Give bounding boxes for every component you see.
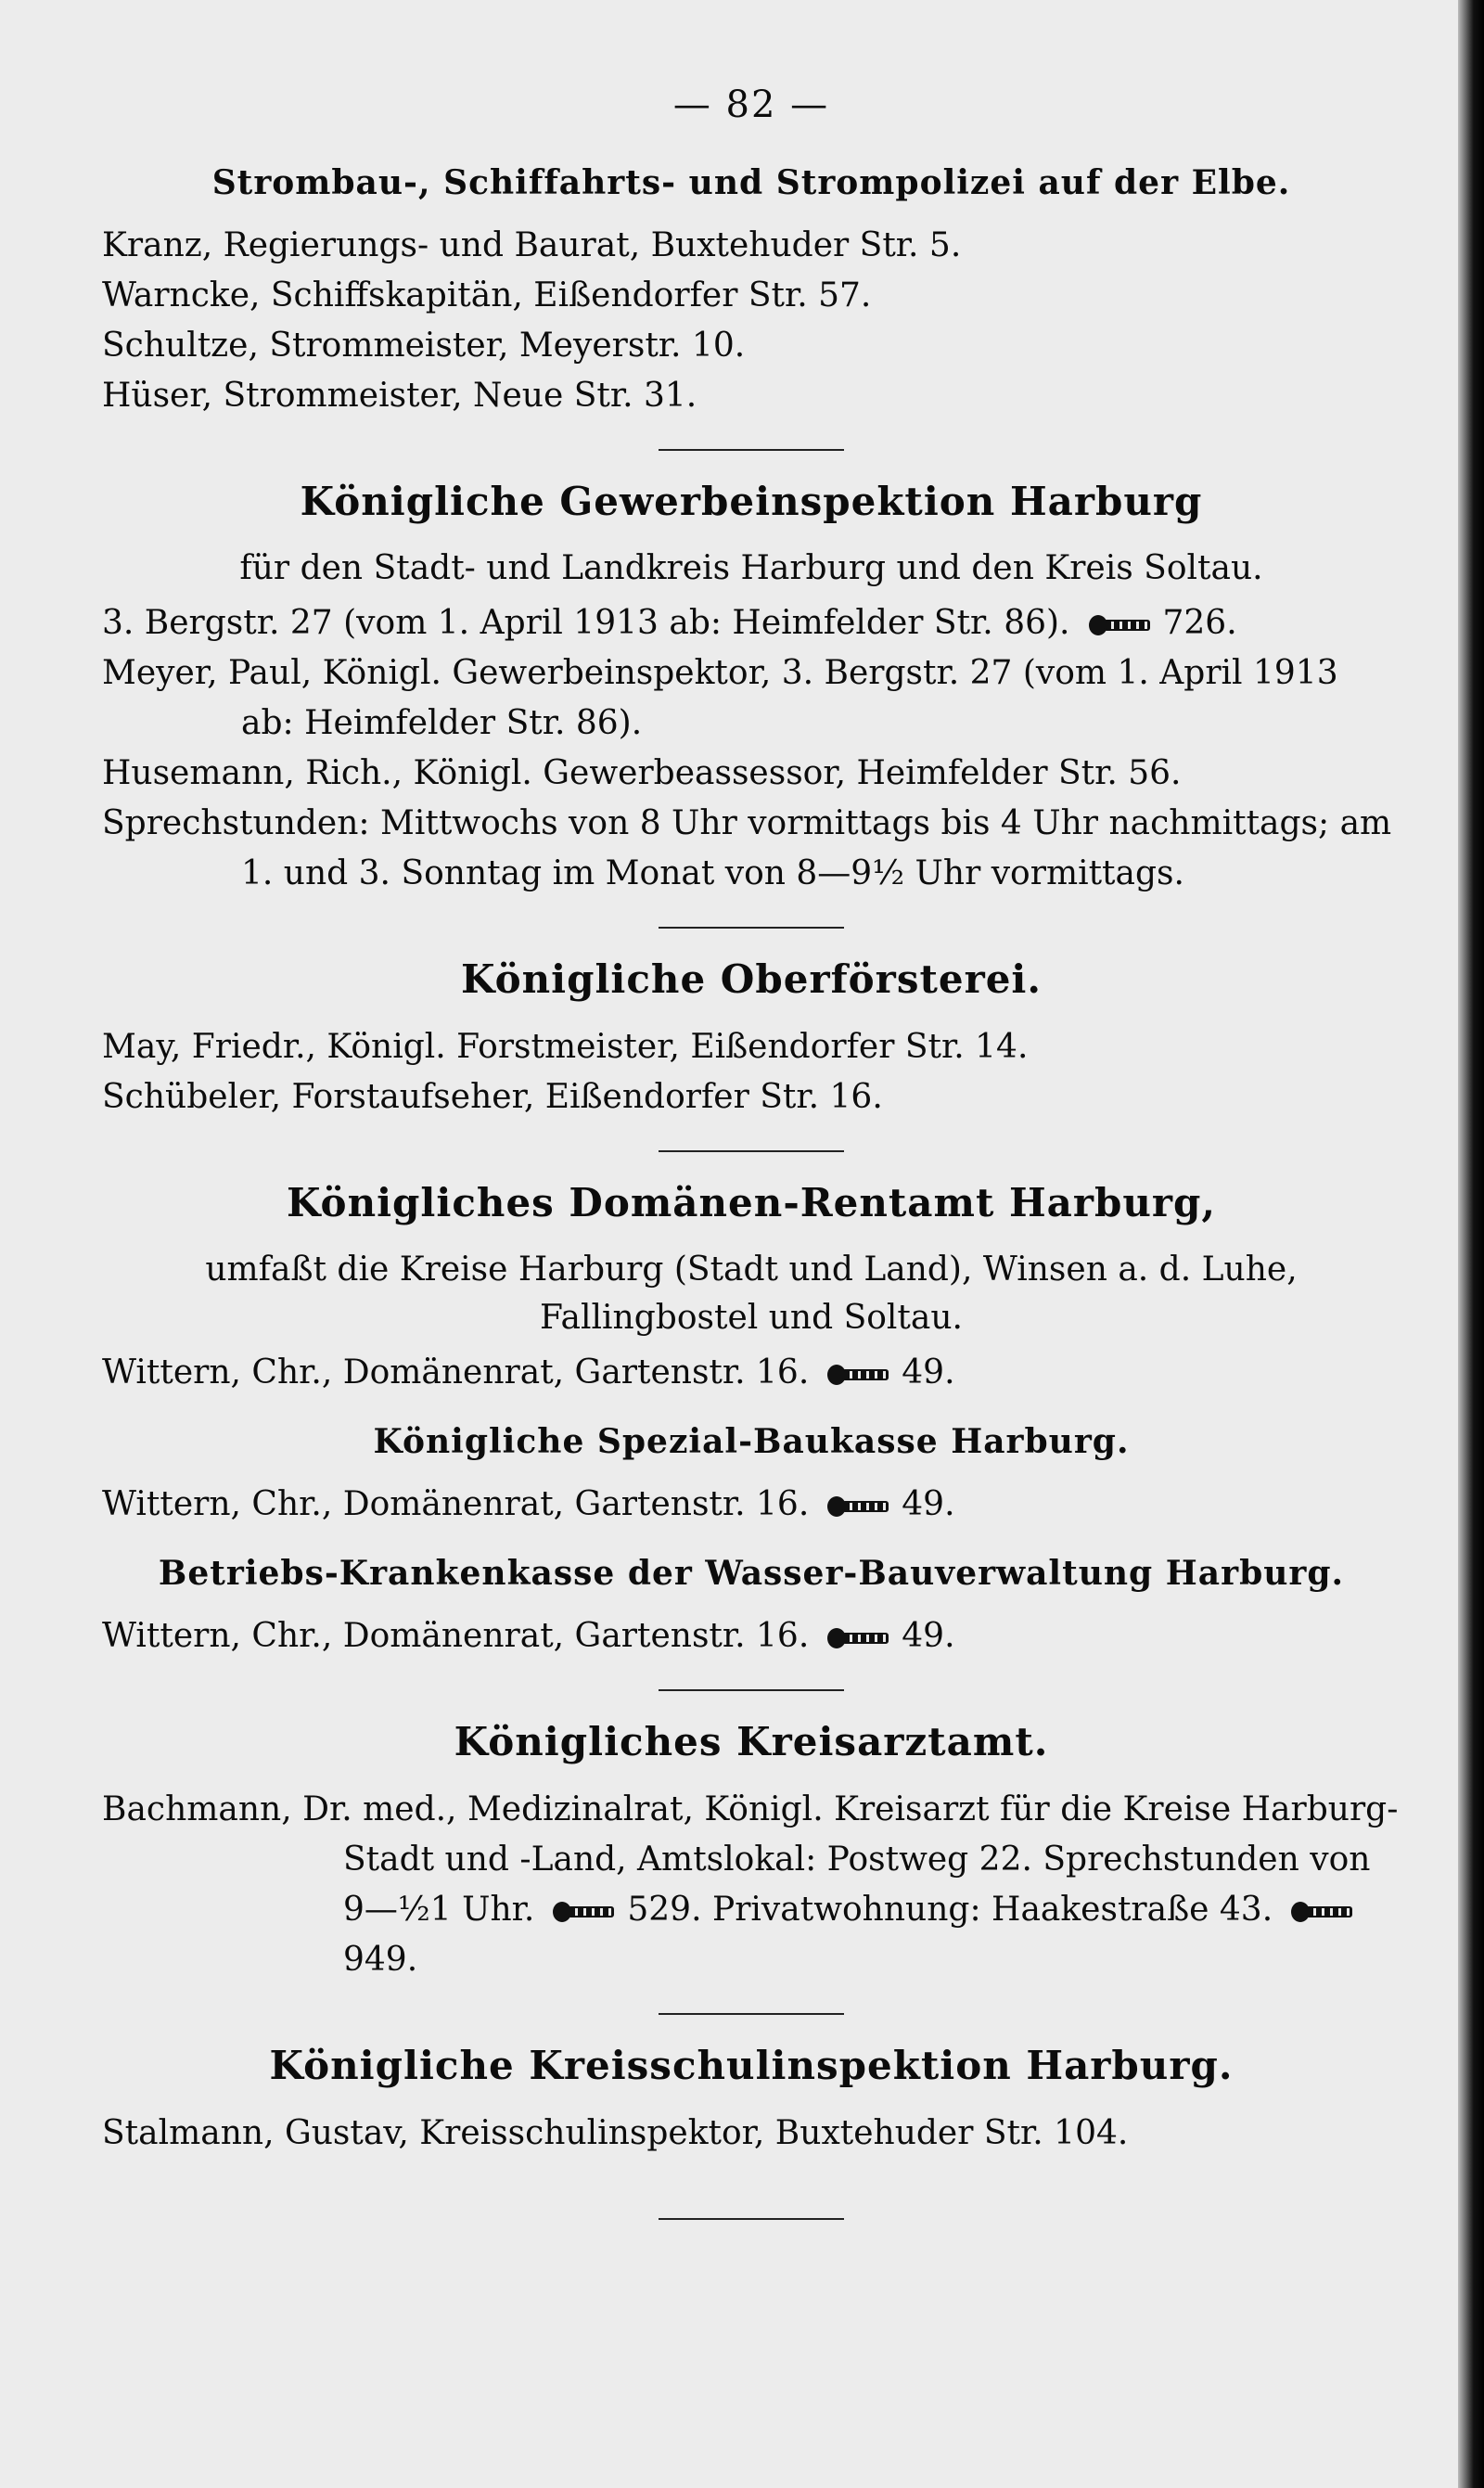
phone-number: 726. <box>1162 604 1237 642</box>
entry-line <box>102 1348 1401 1398</box>
entry-line: Sprechstunden: Mittwochs von 8 Uhr vormittags bis 4 Uhr nachmittags; am 1. und 3. Sonntag im Monat von 8—9½ Uhr vormittags. <box>102 804 1392 892</box>
telephone-icon <box>827 1493 889 1520</box>
section-oberfoersterei <box>102 956 1401 1122</box>
entry-line <box>102 1480 1401 1530</box>
section-domaenen-rentamt <box>102 1180 1401 1398</box>
section-heading: Königliche Kreisschulinspektion Harburg. <box>269 2043 1234 2088</box>
address-line <box>102 598 1401 648</box>
phone-number: 529. <box>627 1891 702 1929</box>
section-divider <box>659 2218 844 2220</box>
section-heading: Königliches Kreisarztamt. <box>454 1719 1049 1764</box>
section-divider <box>659 449 844 451</box>
section-strombau <box>102 163 1401 421</box>
phone-number: 949. <box>343 1941 418 1979</box>
entry-line: Kranz, Regierungs- und Baurat, Buxtehuder Str. 5. <box>102 226 962 264</box>
entry-text: Wittern, Chr., Domänenrat, Gartenstr. 16. <box>102 1485 810 1523</box>
entry-text: Wittern, Chr., Domänenrat, Gartenstr. 16. <box>102 1353 810 1391</box>
address-text: 3. Bergstr. 27 (vom 1. April 1913 ab: Heimfelder Str. 86). <box>102 604 1070 642</box>
section-heading: Königliches Domänen-Rentamt Harburg, <box>286 1180 1217 1225</box>
telephone-icon <box>827 1624 889 1652</box>
section-divider <box>659 927 844 929</box>
section-subtitle: für den Stadt- und Landkreis Harburg und den Kreis Soltau. <box>239 549 1263 587</box>
entry-line: Meyer, Paul, Königl. Gewerbeinspektor, 3. Bergstr. 27 (vom 1. April 1913 ab: Heimfelder Str. 86). <box>102 654 1338 742</box>
section-divider <box>659 2013 844 2015</box>
phone-number: 49. <box>902 1353 955 1391</box>
phone-number: 49. <box>902 1617 955 1655</box>
section-heading: Betriebs-Krankenkasse der Wasser-Bauverwaltung Harburg. <box>158 1554 1345 1593</box>
entry-line <box>102 1785 1401 1985</box>
section-betriebs-krankenkasse <box>102 1554 1401 1661</box>
entry-line: Warncke, Schiffskapitän, Eißendorfer Str. 57. <box>102 276 872 314</box>
section-kreisarztamt <box>102 1719 1401 1985</box>
section-spezial-baukasse <box>102 1422 1401 1530</box>
entry-line: Hüser, Strommeister, Neue Str. 31. <box>102 377 697 415</box>
section-heading: Strombau-, Schiffahrts- und Strompolizei auf der Elbe. <box>211 163 1291 202</box>
section-subtitle: umfaßt die Kreise Harburg (Stadt und Land), Winsen a. d. Luhe, Fallingbostel und Soltau. <box>205 1250 1298 1337</box>
entry-text: Bachmann, Dr. med., Medizinalrat, Königl. Kreisarzt für die Kreise Harburg-Stadt und -Land, Amtslokal: Postweg 22. Sprechstunden von 9—½1 Uhr. <box>102 1790 1399 1929</box>
telephone-icon <box>827 1361 889 1389</box>
section-heading: Königliche Spezial-Baukasse Harburg. <box>373 1422 1130 1461</box>
entry-text: Wittern, Chr., Domänenrat, Gartenstr. 16. <box>102 1617 810 1655</box>
section-gewerbeinspektion <box>102 479 1401 899</box>
entry-line: Schübeler, Forstaufseher, Eißendorfer Str. 16. <box>102 1078 883 1116</box>
section-kreisschulinspektion <box>102 2043 1401 2159</box>
entry-line: Husemann, Rich., Königl. Gewerbeassessor, Heimfelder Str. 56. <box>102 754 1182 792</box>
telephone-icon <box>1089 611 1150 639</box>
entry-line: Schultze, Strommeister, Meyerstr. 10. <box>102 327 746 365</box>
phone-number: 49. <box>902 1485 955 1523</box>
page-edge-shadow <box>1458 0 1484 2488</box>
page-number: — 82 — <box>672 83 830 126</box>
section-heading: Königliche Gewerbeinspektion Harburg <box>300 479 1203 524</box>
section-heading: Königliche Oberförsterei. <box>460 956 1043 1002</box>
entry-line <box>102 1611 1401 1661</box>
telephone-icon <box>1291 1898 1352 1926</box>
telephone-icon <box>553 1898 614 1926</box>
entry-line: Stalmann, Gustav, Kreisschulinspektor, Buxtehuder Str. 104. <box>102 2114 1129 2152</box>
entry-line: May, Friedr., Königl. Forstmeister, Eißendorfer Str. 14. <box>102 1028 1029 1066</box>
section-divider <box>659 1150 844 1152</box>
entry-text: Privatwohnung: Haakestraße 43. <box>711 1891 1273 1929</box>
section-divider <box>659 1689 844 1691</box>
